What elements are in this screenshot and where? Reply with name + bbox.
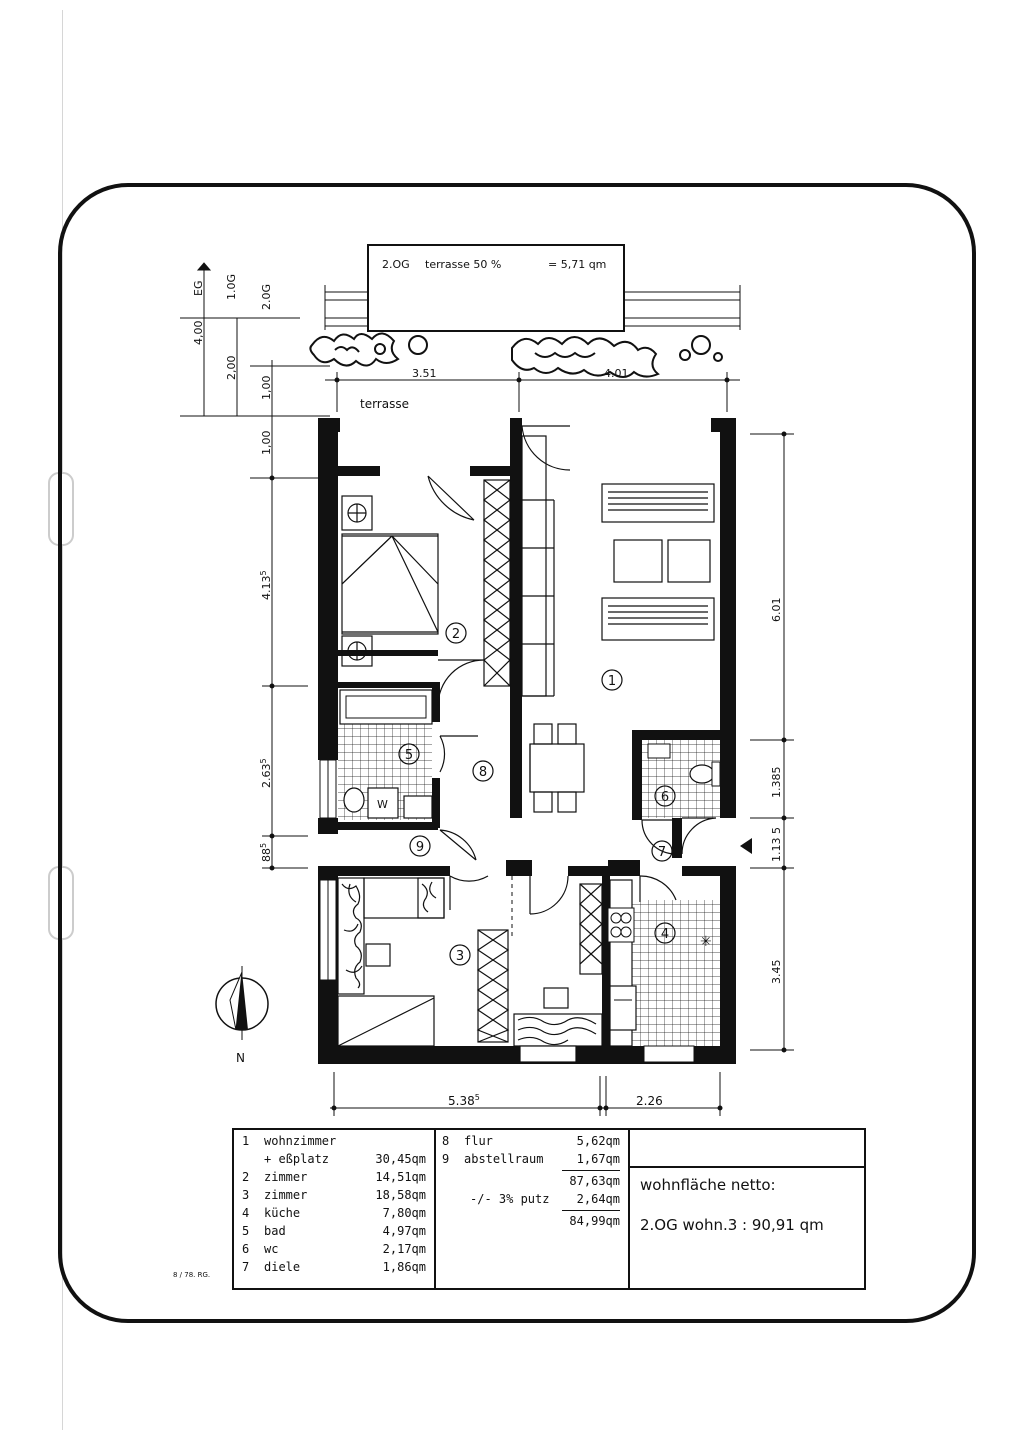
legend-area: 7,80qm [382,1206,426,1220]
bottom-dimension-line [330,1072,722,1116]
bathroom-5 [338,690,432,820]
living-shelves [522,436,554,696]
level-eg: EG [192,280,205,296]
sofas [602,484,714,640]
netto-title: wohnfläche netto: [640,1176,776,1194]
legend-number: 3 [242,1188,250,1202]
legend-row [434,1152,628,1170]
legend-column-2 [434,1130,630,1288]
legend-area: 14,51qm [375,1170,426,1184]
legend-number: 6 [242,1242,250,1256]
level-1og: 1.0G [225,273,238,300]
total-row [434,1214,628,1232]
level-height-200: 2,00 [225,355,238,380]
legend-number: 7 [242,1260,250,1274]
dining-table [530,724,584,812]
legend-area: 1,86qm [382,1260,426,1274]
legend-row [234,1206,434,1224]
legend-number: 8 [442,1134,450,1148]
level-2og: 2.0G [260,283,273,310]
entrance-arrow-icon [740,838,752,854]
room-number-4: 4 [660,927,670,942]
total-area: 84,99qm [569,1214,620,1228]
deduction-row [434,1192,628,1210]
level-height-400: 4,00 [192,320,205,345]
level-height-100-b: 1,00 [260,430,273,455]
deduction-area: 2,64qm [576,1192,620,1206]
legend-number: 4 [242,1206,250,1220]
drawing-stamp: 8 / 78. RG. [173,1271,211,1279]
terrace-percent-label: terrasse 50 % [425,258,502,271]
netto-panel [628,1130,864,1288]
legend-row [234,1260,434,1278]
legend-area: 5,62qm [576,1134,620,1148]
deduction-label: -/- 3% putz [470,1192,550,1206]
legend-number: 9 [442,1152,450,1166]
legend-room-name: + eßplatz [264,1152,330,1166]
room-number-3: 3 [455,949,465,964]
wc-6 [642,740,720,818]
right-dimension-labels [770,598,783,985]
sum-underline [562,1210,620,1211]
legend-room-name: zimmer [264,1170,308,1184]
kitchen-4 [608,880,720,1062]
bedroom-2-furniture [342,496,438,666]
legend-room-name: zimmer [264,1188,308,1202]
dim-right-3: 1.13 5 [770,827,783,862]
north-label: N [236,1051,245,1065]
legend-row [434,1134,628,1152]
terrace-area-value: = 5,71 qm [548,258,607,271]
legend-column-1 [234,1130,436,1288]
legend-area: 1,67qm [576,1152,620,1166]
legend-room-name: küche [264,1206,301,1220]
room-number-8: 8 [478,765,488,780]
legend-area: 18,58qm [375,1188,426,1202]
legend-area: 2,17qm [382,1242,426,1256]
legend-room-name: wc [264,1242,279,1256]
legend-room-name: flur [464,1134,493,1148]
room-number-7: 7 [657,845,667,860]
subtotal-area: 87,63qm [569,1174,620,1188]
legend-room-name: wohnzimmer [264,1134,337,1148]
room-number-1: 1 [607,674,617,689]
legend-room-name: diele [264,1260,301,1274]
terrace-area-box [368,245,624,331]
dim-bottom-right: 2.26 [636,1094,663,1108]
planter-shrubs [310,333,722,377]
right-dimension-line [750,432,794,1052]
legend-number: 5 [242,1224,250,1238]
dim-top-left: 3.51 [412,367,437,380]
dim-left-3: $88^5$ [259,842,273,862]
legend-room-name: abstellraum [464,1152,544,1166]
legend-number: 2 [242,1170,250,1184]
legend-number: 1 [242,1134,250,1148]
room-number-2: 2 [451,627,461,642]
dim-right-1: 6.01 [770,597,783,622]
dim-right-4: 3.45 [770,959,783,984]
washing-machine-label: W [377,798,388,811]
dim-left-2: 2.63$^5$ [259,758,273,788]
legend-row [234,1170,434,1188]
legend-row [234,1188,434,1206]
bedroom-3-furniture [338,878,602,1062]
legend-room-name: bad [264,1224,286,1238]
legend-row [234,1134,434,1152]
terrace-label: terrasse [360,397,409,411]
north-compass-icon [216,966,268,1040]
kitchen-light-symbol: ✳ [700,934,712,950]
netto-value: 2.OG wohn.3 : 90,91 qm [640,1216,824,1234]
dim-top-right: 4.01 [604,367,629,380]
legend-row [234,1224,434,1242]
netto-divider [628,1166,864,1168]
sum-underline [562,1170,620,1171]
room-number-6: 6 [660,790,670,805]
subtotal-row [434,1174,628,1192]
room-number-9: 9 [415,840,425,855]
area-legend-table [232,1128,866,1290]
room-number-5: 5 [404,748,414,763]
dim-left-1: 4.13$^5$ [259,570,273,600]
terrace-floor-label: 2.OG [382,258,410,271]
dim-bottom-left: 5.38$^5$ [448,1093,480,1108]
legend-area: 4,97qm [382,1224,426,1238]
level-height-100-a: 1,00 [260,375,273,400]
dim-right-2: 1.385 [770,766,783,798]
legend-row [234,1242,434,1260]
legend-area: 30,45qm [375,1152,426,1166]
legend-row [234,1152,434,1170]
left-dimension-line [262,476,308,870]
